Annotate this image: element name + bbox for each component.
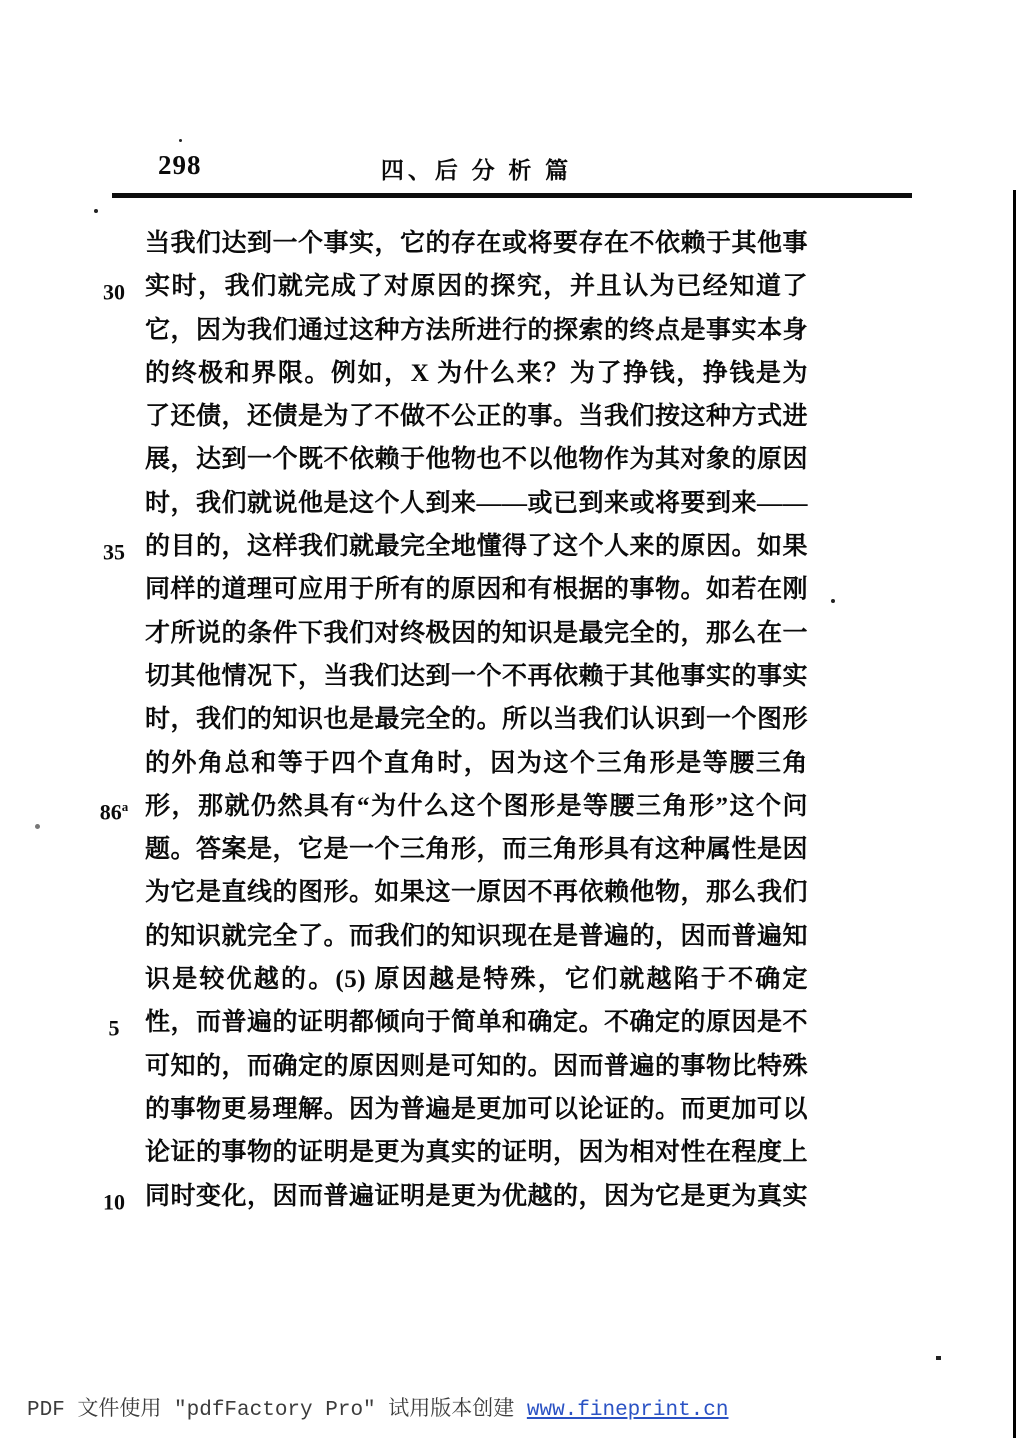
text-line (145, 395, 808, 438)
text-line-content: 同样的道理可应用于所有的原因和有根据的事物。如若在刚 (145, 576, 809, 604)
text-line-content: 当我们达到一个事实，它的存在或将要存在不依赖于其他事 (145, 230, 809, 257)
text-line (103, 1175, 809, 1218)
text-line (103, 265, 808, 308)
margin-line-number: 35 (103, 539, 125, 565)
text-line (145, 1131, 808, 1174)
running-header-title: 四、后 分 析 篇 (380, 158, 573, 183)
text-line (108, 1001, 809, 1044)
text-line (145, 568, 808, 611)
text-line (145, 915, 808, 958)
text-line (145, 742, 808, 785)
text-line (103, 525, 809, 568)
text-line-content: 了还债，还债是为了不做不公正的事。当我们按这种方式进 (145, 403, 809, 431)
text-line (145, 612, 808, 655)
text-line (145, 1088, 808, 1131)
margin-line-number: 86$^a$ (99, 798, 129, 825)
text-line-content: 可知的，而确定的原因则是可知的。因而普遍的事物比特殊 (145, 1052, 809, 1080)
fineprint-link[interactable]: www.fineprint.cn (526, 1399, 729, 1422)
text-line-content: 为它是直线的图形。如果这一原因不再依赖他物，那么我们 (145, 879, 809, 907)
margin-line-number: 5 (108, 1015, 120, 1041)
page-number: 298 (158, 150, 202, 180)
text-line (145, 958, 808, 1001)
text-line (145, 871, 808, 914)
text-line-content: 同时变化，因而普遍证明是更为优越的，因为它是更为真实 (145, 1182, 809, 1210)
text-line (145, 1045, 808, 1088)
text-line-content: 时，我们就说他是这个人到来——或已到来或将要到来—— (145, 489, 809, 517)
scan-artifact (831, 599, 835, 603)
text-line (145, 828, 808, 871)
scan-artifact (94, 209, 98, 213)
scan-artifact (179, 139, 182, 142)
text-line-content: 它，因为我们通过这种方法所进行的探索的终点是事实本身 (145, 316, 809, 344)
text-line (145, 698, 808, 741)
text-line-content: 展，达到一个既不依赖于他物也不以他物作为其对象的原因 (145, 446, 809, 474)
text-line-content: 的终极和界限。例如，X 为什么来？为了挣钱，挣钱是为 (145, 359, 808, 387)
text-line-content: 题。答案是，它是一个三角形，而三角形具有这种属性是因 (145, 836, 809, 864)
text-line-content: 实时，我们就完成了对原因的探究，并且认为已经知道了 (145, 273, 808, 301)
text-line-content: 的目的，这样我们就最完全地懂得了这个人来的原因。如果 (145, 533, 809, 561)
text-line (145, 482, 808, 525)
text-line (145, 309, 808, 352)
text-line-content: 的知识就完全了。而我们的知识现在是普遍的，因而普遍知 (145, 922, 809, 950)
margin-line-number: 30 (103, 279, 125, 305)
text-line-content: 的事物更易理解。因为普遍是更加可以论证的。而更加可以 (145, 1095, 809, 1123)
text-line-content: 切其他情况下，当我们达到一个不再依赖于其他事实的事实 (145, 662, 809, 690)
text-line (145, 655, 808, 698)
text-line-content: 识是较优越的。(5) 原因越是特殊，它们就越陷于不确定 (145, 966, 808, 994)
text-line-content: 性，而普遍的证明都倾向于简单和确定。不确定的原因是不 (145, 1009, 809, 1037)
text-line-content: 论证的事物的证明是更为真实的证明，因为相对性在程度上 (145, 1139, 809, 1167)
text-line (145, 438, 808, 481)
scan-artifact (936, 1356, 941, 1360)
text-line-content: 才所说的条件下我们对终极因的知识是最完全的，那么在一 (145, 619, 809, 647)
text-line-content: 形，那就仍然具有“为什么这个图形是等腰三角形”这个问 (145, 792, 808, 820)
text-line-content: 的外角总和等于四个直角时，因为这个三角形是等腰三角 (145, 749, 808, 777)
scan-artifact (35, 824, 40, 829)
text-line (99, 785, 808, 828)
watermark-text: PDF 文件使用 ″pdfFactory Pro″ 试用版本创建 (27, 1399, 527, 1422)
margin-line-number: 10 (103, 1188, 125, 1214)
body-text (99, 222, 809, 1218)
watermark-footer (27, 1392, 729, 1422)
text-line (145, 222, 808, 265)
text-line (145, 352, 808, 395)
text-line-content: 时，我们的知识也是最完全的。所以当我们认识到一个图形 (145, 706, 809, 734)
header-rule (112, 193, 912, 198)
